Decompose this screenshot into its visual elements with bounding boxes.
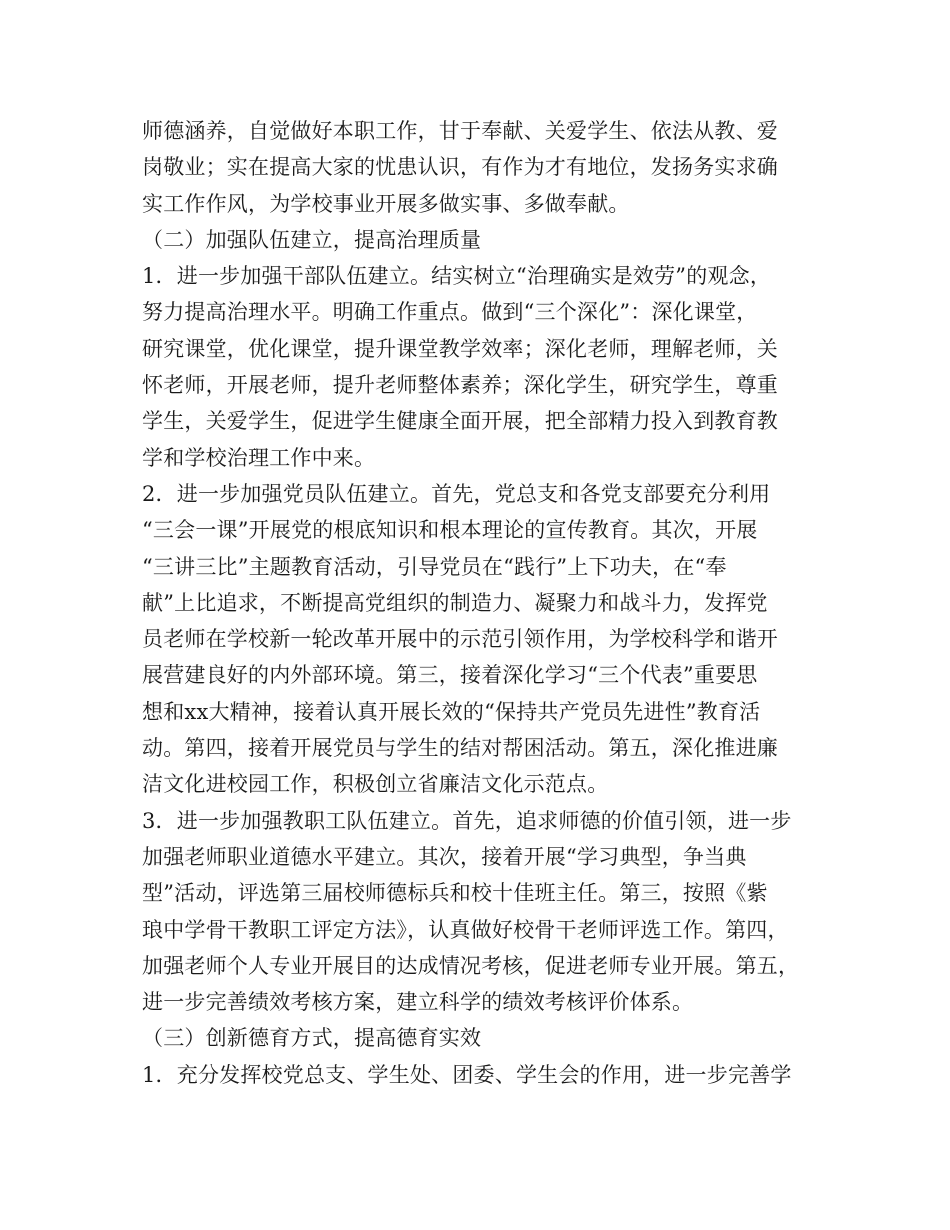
text-line: 加强老师职业道德水平建立。其次，接着开展“学习典型，争当典	[142, 844, 747, 869]
text-line: 实工作作风，为学校事业开展多做实事、多做奉献。	[142, 191, 630, 216]
text-line: “三会一课”开展党的根底知识和根本理论的宣传教育。其次，开展	[142, 518, 758, 543]
text-line: 学生，关爱学生，促进学生健康全面开展，把全部精力投入到教育教	[142, 409, 778, 434]
text-line: 师德涵养，自觉做好本职工作，甘于奉献、关爱学生、依法从教、爱	[142, 119, 778, 143]
section-heading: （三）创新德育方式，提高德育实效	[142, 1026, 482, 1051]
text-line: 1．充分发挥校党总支、学生处、团委、学生会的作用，进一步完善学	[142, 1062, 792, 1087]
text-line: 琅中学骨干教职工评定方法》，认真做好校骨干老师评选工作。第四，	[142, 917, 789, 942]
text-line: 怀老师，开展老师，提升老师整体素养；深化学生，研究学生，尊重	[142, 373, 778, 398]
text-line: 努力提高治理水平。明确工作重点。做到“三个深化”：深化课堂，	[142, 300, 758, 325]
text-line: 献”上比追求，不断提高党组织的制造力、凝聚力和战斗力，发挥党	[142, 590, 768, 615]
text-line: 进一步完善绩效考核方案，建立科学的绩效考核评价体系。	[142, 990, 694, 1015]
document-body	[142, 113, 832, 1093]
section-heading: （二）加强队伍建立，提高治理质量	[142, 227, 482, 252]
text-line: 洁文化进校园工作，积极创立省廉洁文化示范点。	[142, 772, 609, 797]
text-line: 展营建良好的内外部环境。第三，接着深化学习“三个代表”重要思	[142, 663, 758, 688]
text-line: 岗敬业；实在提高大家的忧患认识，有作为才有地位，发扬务实求确	[142, 155, 778, 180]
text-line: “三讲三比”主题教育活动，引导党员在“践行”上下功夫，在“奉	[142, 554, 727, 579]
text-line: 3．进一步加强教职工队伍建立。首先，追求师德的价值引领，进一步	[142, 808, 792, 833]
text-line: 1．进一步加强干部队伍建立。结实树立“治理确实是效劳”的观念，	[142, 264, 772, 289]
text-line: 动。第四，接着开展党员与学生的结对帮困活动。第五，深化推进廉	[142, 736, 778, 761]
text-line: 2．进一步加强党员队伍建立。首先，党总支和各党支部要充分利用	[142, 481, 771, 506]
text-line: 研究课堂，优化课堂，提升课堂教学效率；深化老师，理解老师，关	[142, 336, 778, 361]
text-line: 加强老师个人专业开展目的达成情况考核，促进老师专业开展。第五，	[142, 953, 800, 978]
text-line: 型”活动，评选第三届校师德标兵和校十佳班主任。第三，按照《紫	[142, 881, 768, 906]
text-line: 想和xx大精神，接着认真开展长效的“保持共产党员先进性”教育活	[142, 699, 761, 724]
text-line: 员老师在学校新一轮改革开展中的示范引领作用，为学校科学和谐开	[142, 627, 778, 652]
text-line: 学和学校治理工作中来。	[142, 445, 376, 470]
